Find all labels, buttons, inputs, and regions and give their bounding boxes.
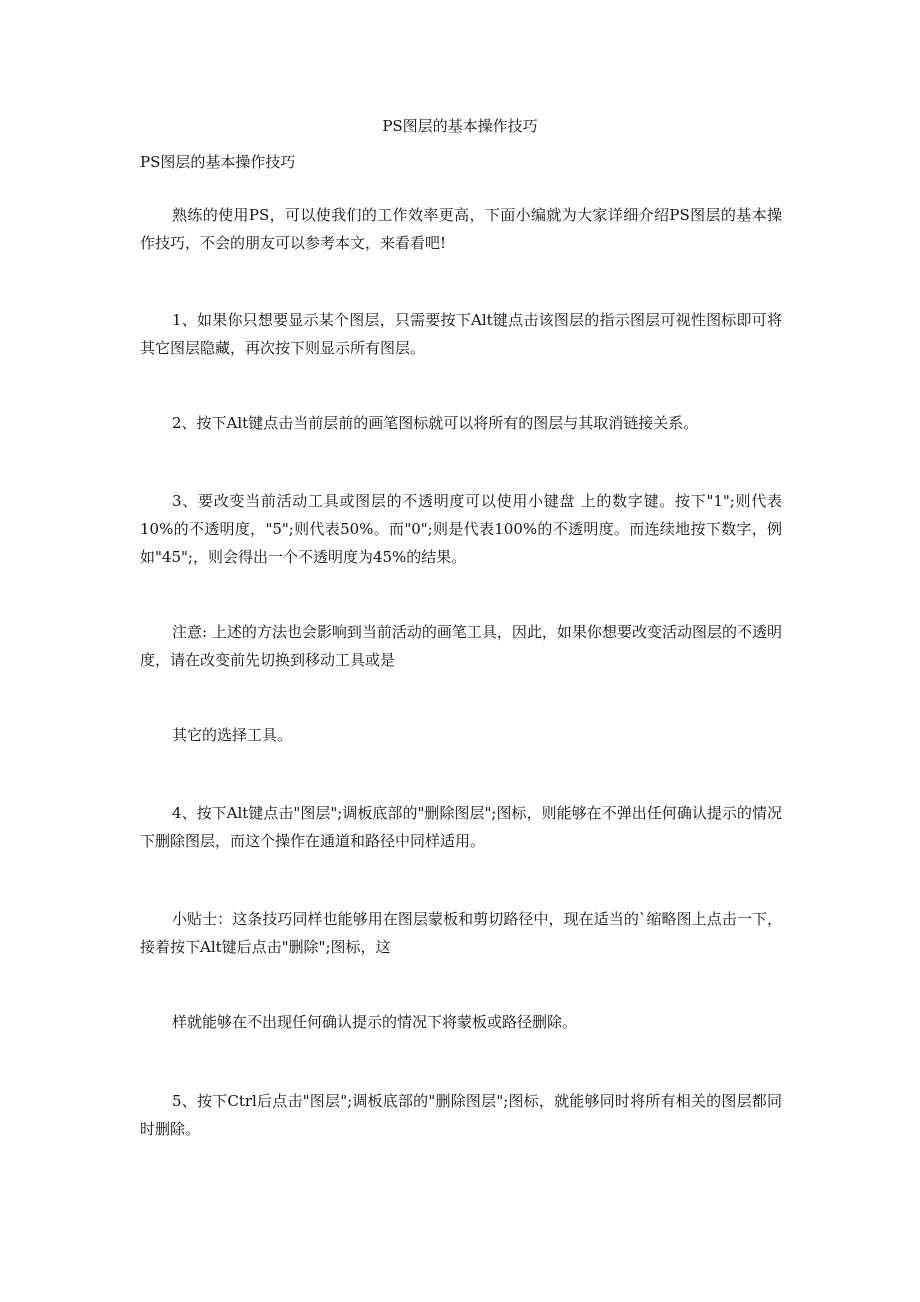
tip-5-paragraph: 5、按下Ctrl后点击"图层";调板底部的"删除图层";图标，就能够同时将所有相关的图层都同时删除。	[140, 1092, 782, 1138]
hint-paragraph: 小贴士：这条技巧同样也能够用在图层蒙板和剪切路径中，现在适当的`缩略图上点击一下，接着按下Alt键后点击"删除";图标，这	[140, 910, 782, 956]
tip-3-paragraph: 3、要改变当前活动工具或图层的不透明度可以使用小键盘 上的数字键。按下"1";则代表10%的不透明度，"5";则代表50%。而"0";则是代表100%的不透明度。而连续地按下数字，例如"45";，则会得出一个不透明度为45%的结果。	[140, 492, 782, 566]
hint-continuation-paragraph: 样就能够在不出现任何确认提示的情况下将蒙板或路径删除。	[172, 1013, 578, 1031]
page-title: PS图层的基本操作技巧	[382, 117, 538, 135]
note-continuation-paragraph: 其它的选择工具。	[172, 726, 293, 744]
note-paragraph: 注意: 上述的方法也会影响到当前活动的画笔工具，因此，如果你想要改变活动图层的不透明度，请在改变前先切换到移动工具或是	[140, 623, 782, 669]
document-subtitle: PS图层的基本操作技巧	[140, 153, 296, 171]
tip-2-paragraph: 2、按下Alt键点击当前层前的画笔图标就可以将所有的图层与其取消链接关系。	[172, 414, 699, 432]
tip-1-paragraph: 1、如果你只想要显示某个图层，只需要按下Alt键点击该图层的指示图层可视性图标即可将其它图层隐藏，再次按下则显示所有图层。	[140, 311, 782, 357]
intro-paragraph: 熟练的使用PS，可以使我们的工作效率更高，下面小编就为大家详细介绍PS图层的基本操作技巧，不会的朋友可以参考本文，来看看吧!	[140, 206, 782, 252]
tip-4-paragraph: 4、按下Alt键点击"图层";调板底部的"删除图层";图标，则能够在不弹出任何确认提示的情况下删除图层，而这个操作在通道和路径中同样适用。	[140, 804, 782, 850]
